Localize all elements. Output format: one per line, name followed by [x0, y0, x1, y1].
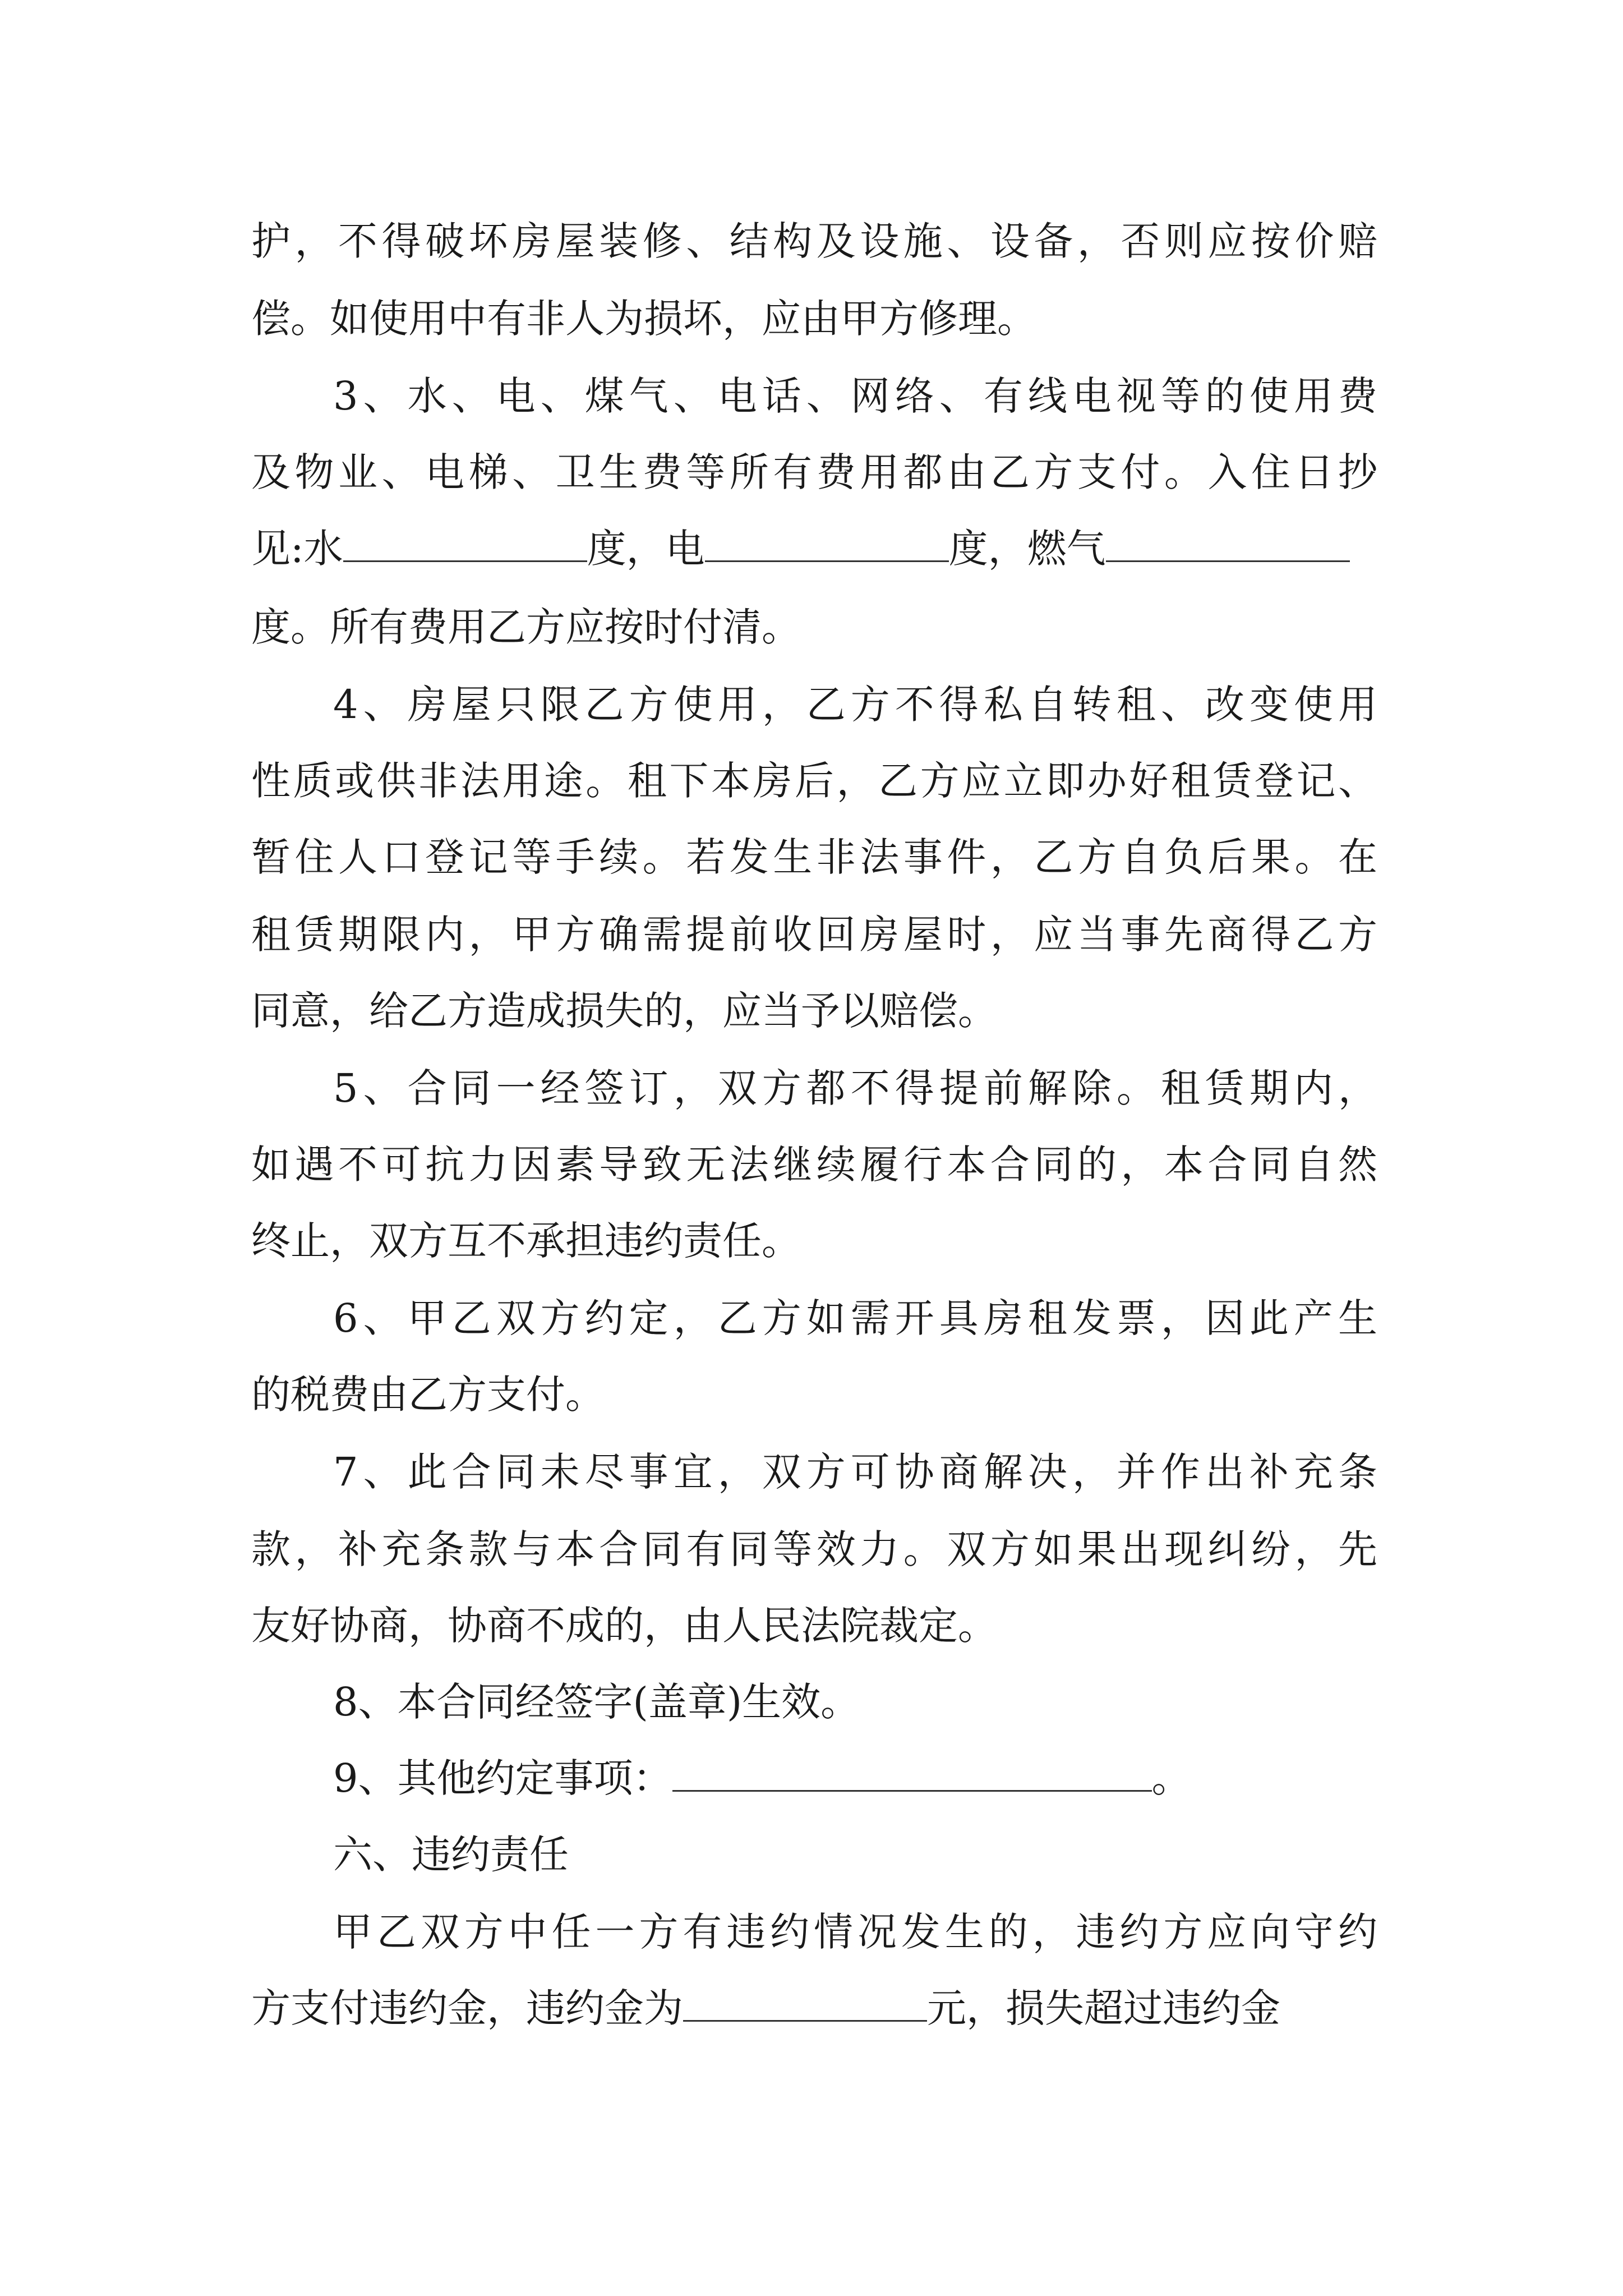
other-matters-label: 9、其他约定事项： [333, 1755, 672, 1801]
gas-reading-blank[interactable] [1106, 527, 1350, 562]
text-line: 租赁期限内，甲方确需提前收回房屋时，应当事先商得乙方 [251, 912, 1377, 958]
meter-reading-line [251, 515, 1350, 582]
clause-4-line: 4、房屋只限乙方使用，乙方不得私自转租、改变使用 [333, 682, 1377, 728]
penalty-line [251, 1975, 1280, 2042]
text-line: 暂住人口登记等手续。若发生非法事件，乙方自负后果。在 [251, 834, 1377, 880]
text-line: 如遇不可抗力因素导致无法继续履行本合同的，本合同自然 [251, 1142, 1377, 1188]
text-line: 款，补充条款与本合同有同等效力。双方如果出现纠纷，先 [251, 1526, 1377, 1572]
clause-9-line [333, 1745, 1191, 1812]
text-line: 友好协商，协商不成的，由人民法院裁定。 [251, 1603, 997, 1649]
electric-reading-blank[interactable] [705, 527, 949, 562]
other-matters-blank[interactable] [672, 1756, 1152, 1792]
text-line: 同意，给乙方造成损失的，应当予以赔偿。 [251, 988, 997, 1034]
text-line: 护，不得破坏房屋装修、结构及设施、设备，否则应按价赔 [251, 218, 1377, 264]
text-line: 度。所有费用乙方应按时付清。 [251, 604, 801, 650]
penalty-rest: 元，损失超过违约金 [927, 1985, 1280, 2031]
text-line: 性质或供非法用途。租下本房后，乙方应立即办好租赁登记、 [251, 758, 1377, 804]
other-matters-end: 。 [1151, 1755, 1191, 1801]
clause-3-line: 3、水、电、煤气、电话、网络、有线电视等的使用费 [333, 373, 1377, 419]
gas-label: 度，燃气 [948, 526, 1106, 572]
electric-label: 度，电 [587, 526, 705, 572]
text-line: 及物业、电梯、卫生费等所有费用都由乙方支付。入住日抄 [251, 449, 1377, 495]
clause-7-line: 7、此合同未尽事宜，双方可协商解决，并作出补充条 [333, 1449, 1377, 1495]
breach-line: 甲乙双方中任一方有违约情况发生的，违约方应向守约 [333, 1909, 1377, 1955]
water-reading-blank[interactable] [343, 527, 587, 562]
section-title: 六、违约责任 [333, 1832, 569, 1878]
penalty-amount-blank[interactable] [683, 1986, 927, 2022]
water-label: 见:水 [251, 526, 343, 572]
clause-5-line: 5、合同一经签订，双方都不得提前解除。租赁期内， [333, 1065, 1377, 1111]
penalty-label: 方支付违约金，违约金为 [251, 1985, 683, 2031]
text-line: 的税费由乙方支付。 [251, 1372, 605, 1418]
text-line: 偿。如使用中有非人为损坏，应由甲方修理。 [251, 296, 1036, 342]
clause-6-line: 6、甲乙双方约定，乙方如需开具房租发票，因此产生 [333, 1295, 1377, 1341]
clause-8-line: 8、本合同经签字(盖章)生效。 [333, 1679, 860, 1725]
text-line: 终止，双方互不承担违约责任。 [251, 1218, 801, 1264]
